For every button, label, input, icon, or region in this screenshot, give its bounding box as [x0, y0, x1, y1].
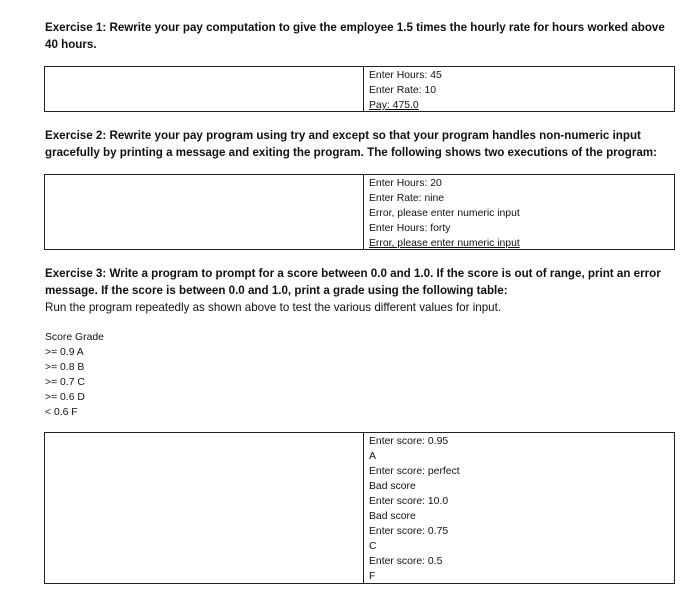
output-line: Error, please enter numeric input — [369, 238, 520, 249]
output-line: Enter score: 0.75 — [369, 526, 449, 537]
grade-table-row: < 0.6 F — [45, 407, 78, 418]
exercise-3-output-cell — [364, 433, 674, 583]
output-line: Enter Rate: nine — [369, 193, 445, 204]
output-line: Enter Hours: 20 — [369, 178, 442, 189]
output-line: Bad score — [369, 511, 416, 522]
exercise-2-text: Exercise 2: Rewrite your pay program using try and except so that your program handles non-numeric input gracefully by printing a message and exiting the program. The following shows two executions of the program: — [45, 129, 657, 159]
output-line: Enter score: 10.0 — [369, 496, 449, 507]
output-line: C — [369, 541, 377, 552]
output-line: A — [369, 451, 376, 462]
exercise-3-text: Exercise 3: Write a program to prompt for a score between 0.0 and 1.0. If the score is out of range, print an error message. If the score is between 0.0 and 1.0, print a grade using the following table: — [45, 267, 661, 297]
output-line: F — [369, 571, 376, 582]
exercise-1-output-box — [44, 66, 675, 112]
exercise-1-text: Exercise 1: Rewrite your pay computation to give the employee 1.5 times the hourly rate for hours worked above 40 hours. — [45, 21, 665, 51]
exercise-1-code-cell — [45, 67, 364, 111]
output-line: Enter score: 0.5 — [369, 556, 443, 567]
exercise-1-output-cell — [364, 67, 674, 111]
output-line: Enter Rate: 10 — [369, 85, 437, 96]
grade-table-row: >= 0.8 B — [45, 362, 85, 373]
output-line: Bad score — [369, 481, 416, 492]
grade-table-header: Score Grade — [45, 332, 104, 343]
output-line: Enter score: perfect — [369, 466, 460, 477]
output-line: Enter Hours: forty — [369, 223, 451, 234]
output-line: Error, please enter numeric input — [369, 208, 520, 219]
output-line: Pay: 475.0 — [369, 100, 419, 111]
exercise-2-code-cell — [45, 175, 364, 249]
grade-table-row: >= 0.7 C — [45, 377, 85, 388]
exercise-3-code-cell — [45, 433, 364, 583]
output-line: Enter score: 0.95 — [369, 436, 449, 447]
grade-table-row: >= 0.9 A — [45, 347, 84, 358]
grade-table-row: >= 0.6 D — [45, 392, 85, 403]
output-line: Enter Hours: 45 — [369, 70, 442, 81]
exercise-2-output-cell — [364, 175, 674, 249]
grade-table — [45, 330, 104, 420]
exercise-2-output-box — [44, 174, 675, 250]
exercise-3-output-box — [44, 432, 675, 584]
exercise-3-subtext: Run the program repeatedly as shown above to test the various different values for input. — [45, 301, 502, 314]
